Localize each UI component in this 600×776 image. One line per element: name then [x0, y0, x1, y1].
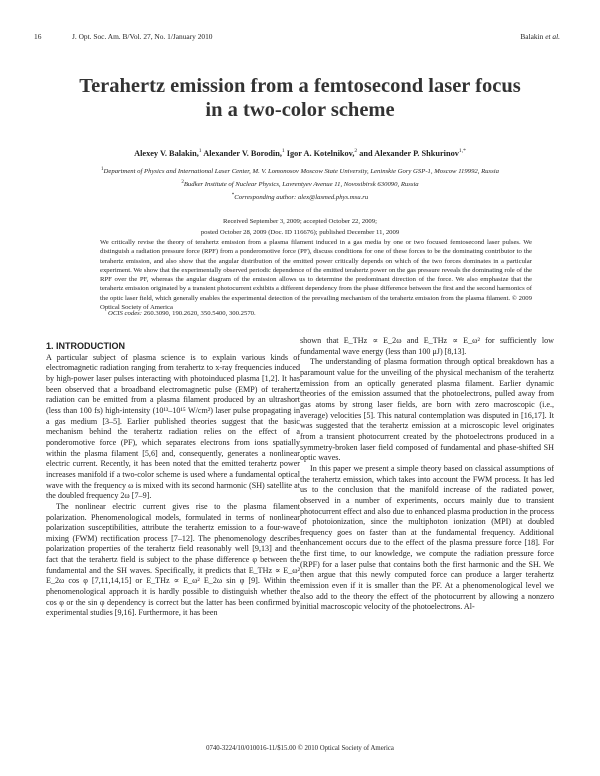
author-list — [40, 148, 560, 158]
left-column — [46, 341, 300, 619]
article-title: Terahertz emission from a femtosecond laser focus in a two-color scheme — [79, 75, 521, 121]
running-header — [34, 32, 560, 44]
paragraph: shown that E_THz ∝ E_2ω and E_THz ∝ E_ω² for sufficiently low fundamental wave energy (less than 100 μJ) [8,13]. — [300, 336, 554, 356]
page-footer: 0740-3224/10/010016-11/$15.00 © 2010 Optical Society of America — [206, 745, 394, 752]
section-heading: 1. INTRODUCTION — [46, 341, 126, 351]
abstract: We critically revise the theory of terahertz emission from a plasma filament induced in a gas media by one or two focused femtosecond laser pulses. We distinguish a radiation pressure force (RPF) from a ponderomotive force (PF), discuss conditions for one of these forces to be the dominating contributor to the terahertz emission, and also show that the angular distribution of the emitted power critically depends on which of the two forces dominates in a particular experiment. We show that the experimentally observed periodic dependence of the emitted terahertz power on the gas pressure reveals the dominating role of the RPF over the PF, whereas the angular diagram of the emission allows us to determine the predominant direction of the force. We also emphasize that the terahertz emission originated by a transient photocurrent exhibits a different dependency from the phase difference between the first and the second harmonics of the optic laser field, which generally enables the experimental detection of the prevailing mechanism of the terahertz emission from the plasma filament. © 2009 Optical Society of America — [100, 239, 532, 312]
ocis-codes: OCIS codes: 260.3090, 190.2620, 350.5400, 300.2570. — [108, 310, 256, 317]
right-column — [300, 336, 554, 613]
paragraph: In this paper we present a simple theory based on classical assumptions of the terahertz emission, which takes into account the FWM process. It has led us to the conclusion that the manifold increase of the radiated power, observed in a number of experiments, occurs mainly due to transient photocurrent effect and also due to enhanced plasma production in the process of photoionization, since the multiphoton ionization (MPI) at doubled frequency goes on faster than at the fundamental frequency. Additional enhancement occurs due to the effect of the plasma pressure force [18]. For the first time, to our knowledge, we compute the radiation pressure force (RPF) for a laser pulse that contains both the first harmonic and the SH. We then argue that this newly computed force can produce a larger terahertz emission even if it is smaller than the PF. At a phenomenological level we also add to the theory the effect of the photocurrent by allowing a nonzero initial macroscopic velocity of the photoelectrons. Al- — [300, 463, 554, 612]
running-author: Balakin et al. — [520, 32, 560, 41]
author: and Alexander P. Shkurinov$^{1,*}$ — [359, 148, 466, 158]
paragraph: The understanding of plasma formation through optical breakdown has a paramount value for the unveiling of the physical mechanism of the terahertz emission from an optically generated plasma filament. Earlier dynamic theories of the emission assumed that the photoelectrons, pulled away from gas atoms by strong laser fields, are born with zero macroscopic (i.e., average) velocities [5]. This natural contemplation was disputed in [16,17]. It was suggested that the terahertz emission at a microscopic level originates from a transient photocurrent created by the photoelectrons produced in a symmetry-broken laser field composed of fundamental and phase-shifted SH optic waves. — [300, 357, 554, 463]
author: Alexander V. Borodin,$^1$ — [203, 148, 285, 158]
journal-citation: J. Opt. Soc. Am. B/Vol. 27, No. 1/January 2010 — [72, 32, 213, 41]
page-number: 16 — [34, 32, 42, 41]
affiliation: *Corresponding author: alex@lasmed.phys.msu.ru — [231, 192, 369, 202]
affiliation: $^2$Budker Institute of Nuclear Physics, Lavrentyev Avenue 11, Novosibirsk 630090, Russia — [181, 179, 419, 189]
affiliation: $^1$Department of Physics and International Laser Center, M. V. Lomonosov Moscow State University, Leninskie Gory GSP-1, Moscow 119992, Russia — [101, 167, 499, 176]
author: Igor A. Kotelnikov,$^2$ — [286, 148, 358, 158]
paragraph: The nonlinear electric current gives rise to the plasma filament polarization. Phenomenological models, formulated in terms of nonlinear polarization susceptibilities, attribute the terahertz emission to a four-wave mixing (FWM) rectification process [7–12]. The phenomenology describes polarization properties of the terahertz field reasonably well [9,13] and the fact that the terahertz field is subject to the phase difference φ between the fundamental and the SH waves. Specifically, it predicts that E_THz ∝ E_ω² E_2ω cos φ [7,11,14,15] or E_THz ∝ E_ω² E_2ω sin φ [9]. Within the phenomenological approach it is hardly possible to distinguish whether the cos φ or the sin φ dependency is correct but the latter has been confirmed by experimental studies [9,16]. Furthermore, it has been — [46, 501, 300, 618]
affiliations — [56, 165, 544, 204]
received-dates: Received September 3, 2009; accepted October 22, 2009; posted October 28, 2009 (Doc. ID 116676); published December 11, 2009 — [200, 218, 400, 236]
author: Alexey V. Balakin,$^1$ — [134, 148, 202, 158]
paragraph: A particular subject of plasma science is to explain various kinds of electromagnetic radiation ranging from terahertz to x-ray frequencies induced by high-power laser pulses interacting with photoinduced plasma [1,2]. It has been observed that a broadband electromagnetic pulse (EMP) of terahertz radiation can be emitted from a plasma filament produced by an ultrashort (less than 100 fs) high-intensity (10¹³–10¹⁵ W/cm²) laser pulse propagating in a gas medium [3–5]. Earlier published theories suggest that the basic mechanism behind the terahertz radiation relies on the effect of a ponderomotive force (PF), which separates electrons from ions spatially within the plasma filament [5,6] and, consequently, generates a nonlinear electric current. Recently, it has been noted that the emitted terahertz power increases manifold if a two-color scheme is used where a fundamental optical wave with the frequency ω is mixed with its second harmonic (SH) satellite at the doubled frequency 2ω [7–9]. — [46, 352, 300, 501]
